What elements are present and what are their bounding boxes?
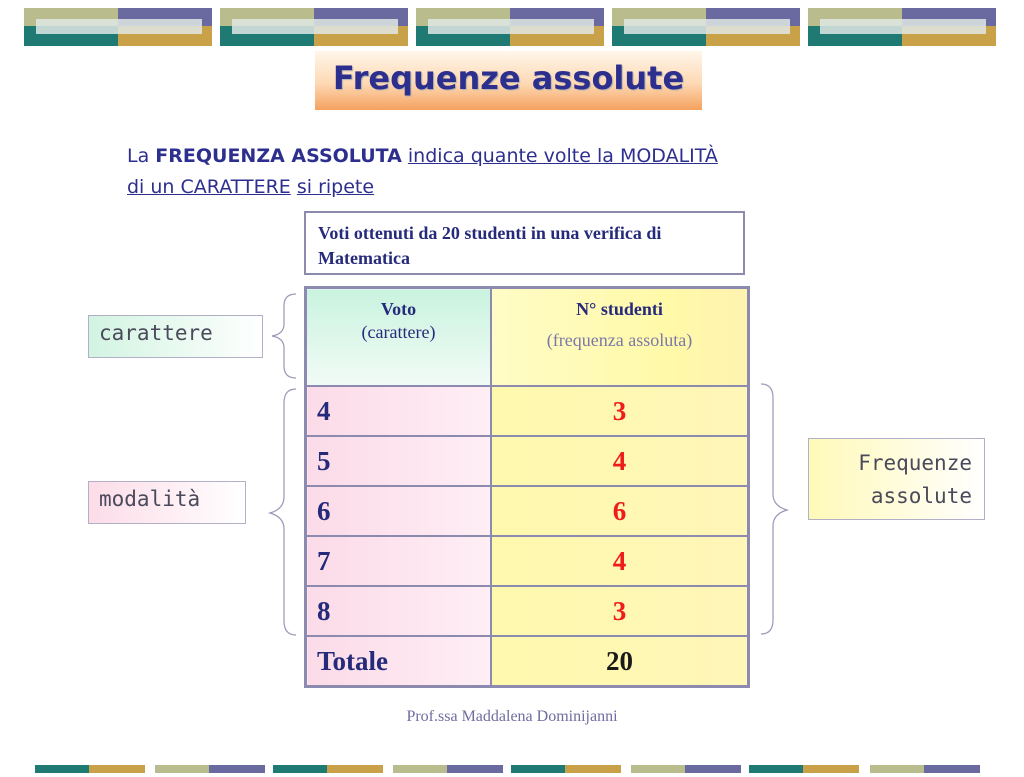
header-voto bbox=[306, 288, 492, 387]
frequency-cell: 6 bbox=[491, 486, 749, 536]
slide-title-box bbox=[315, 51, 702, 110]
bottom-decoration-banner bbox=[0, 758, 1024, 768]
carattere-brace-icon bbox=[262, 290, 302, 380]
voto-cell: 4 bbox=[306, 386, 492, 436]
voto-cell: 5 bbox=[306, 436, 492, 486]
header-voto-title: Voto bbox=[380, 299, 417, 319]
definition-text-1: indica quante volte la MODALITÀ bbox=[407, 145, 718, 167]
frequency-cell: 4 bbox=[491, 536, 749, 586]
table-row bbox=[306, 536, 749, 586]
table-row bbox=[306, 486, 749, 536]
table-row bbox=[306, 386, 749, 436]
definition-term: FREQUENZA ASSOLUTA bbox=[155, 145, 402, 167]
frequency-table bbox=[304, 286, 750, 688]
slide-title: Frequenze assolute bbox=[332, 59, 685, 97]
definition-text bbox=[127, 141, 917, 203]
bottom-decoration-graphic bbox=[0, 763, 1024, 773]
footer-author: Prof.ssa Maddalena Dominijanni bbox=[406, 708, 618, 725]
modalita-label: modalità bbox=[99, 487, 201, 511]
header-studenti-sub: (frequenza assoluta) bbox=[546, 330, 693, 350]
total-label-cell: Totale bbox=[306, 636, 492, 687]
table-row bbox=[306, 586, 749, 636]
top-decoration-graphic bbox=[0, 0, 1024, 50]
table-total-row bbox=[306, 636, 749, 687]
frequency-cell: 4 bbox=[491, 436, 749, 486]
definition-text-2: di un CARATTERE bbox=[127, 176, 291, 198]
voto-cell: 7 bbox=[306, 536, 492, 586]
frequenze-label-line1: Frequenze bbox=[858, 451, 972, 475]
voto-cell: 6 bbox=[306, 486, 492, 536]
top-decoration-banner bbox=[0, 0, 1024, 50]
modalita-brace-icon bbox=[262, 385, 302, 640]
voto-cell: 8 bbox=[306, 586, 492, 636]
frequency-cell: 3 bbox=[491, 586, 749, 636]
modalita-label-box bbox=[88, 481, 246, 524]
frequenze-label-box bbox=[808, 438, 985, 520]
definition-prefix: La bbox=[127, 145, 156, 167]
carattere-label: carattere bbox=[99, 321, 213, 345]
header-voto-sub: (carattere) bbox=[361, 322, 436, 342]
header-studenti bbox=[491, 288, 749, 387]
carattere-label-box bbox=[88, 315, 263, 358]
table-caption: Voti ottenuti da 20 studenti in una verifica di Matematica bbox=[304, 211, 745, 275]
table-header-row bbox=[306, 288, 749, 387]
total-value-cell: 20 bbox=[491, 636, 749, 687]
frequenze-label-line2: assolute bbox=[870, 484, 972, 508]
table-row bbox=[306, 436, 749, 486]
definition-text-3: si ripete bbox=[296, 176, 375, 198]
header-studenti-title: N° studenti bbox=[576, 299, 663, 319]
frequency-cell: 3 bbox=[491, 386, 749, 436]
frequenze-brace-icon bbox=[755, 380, 795, 638]
